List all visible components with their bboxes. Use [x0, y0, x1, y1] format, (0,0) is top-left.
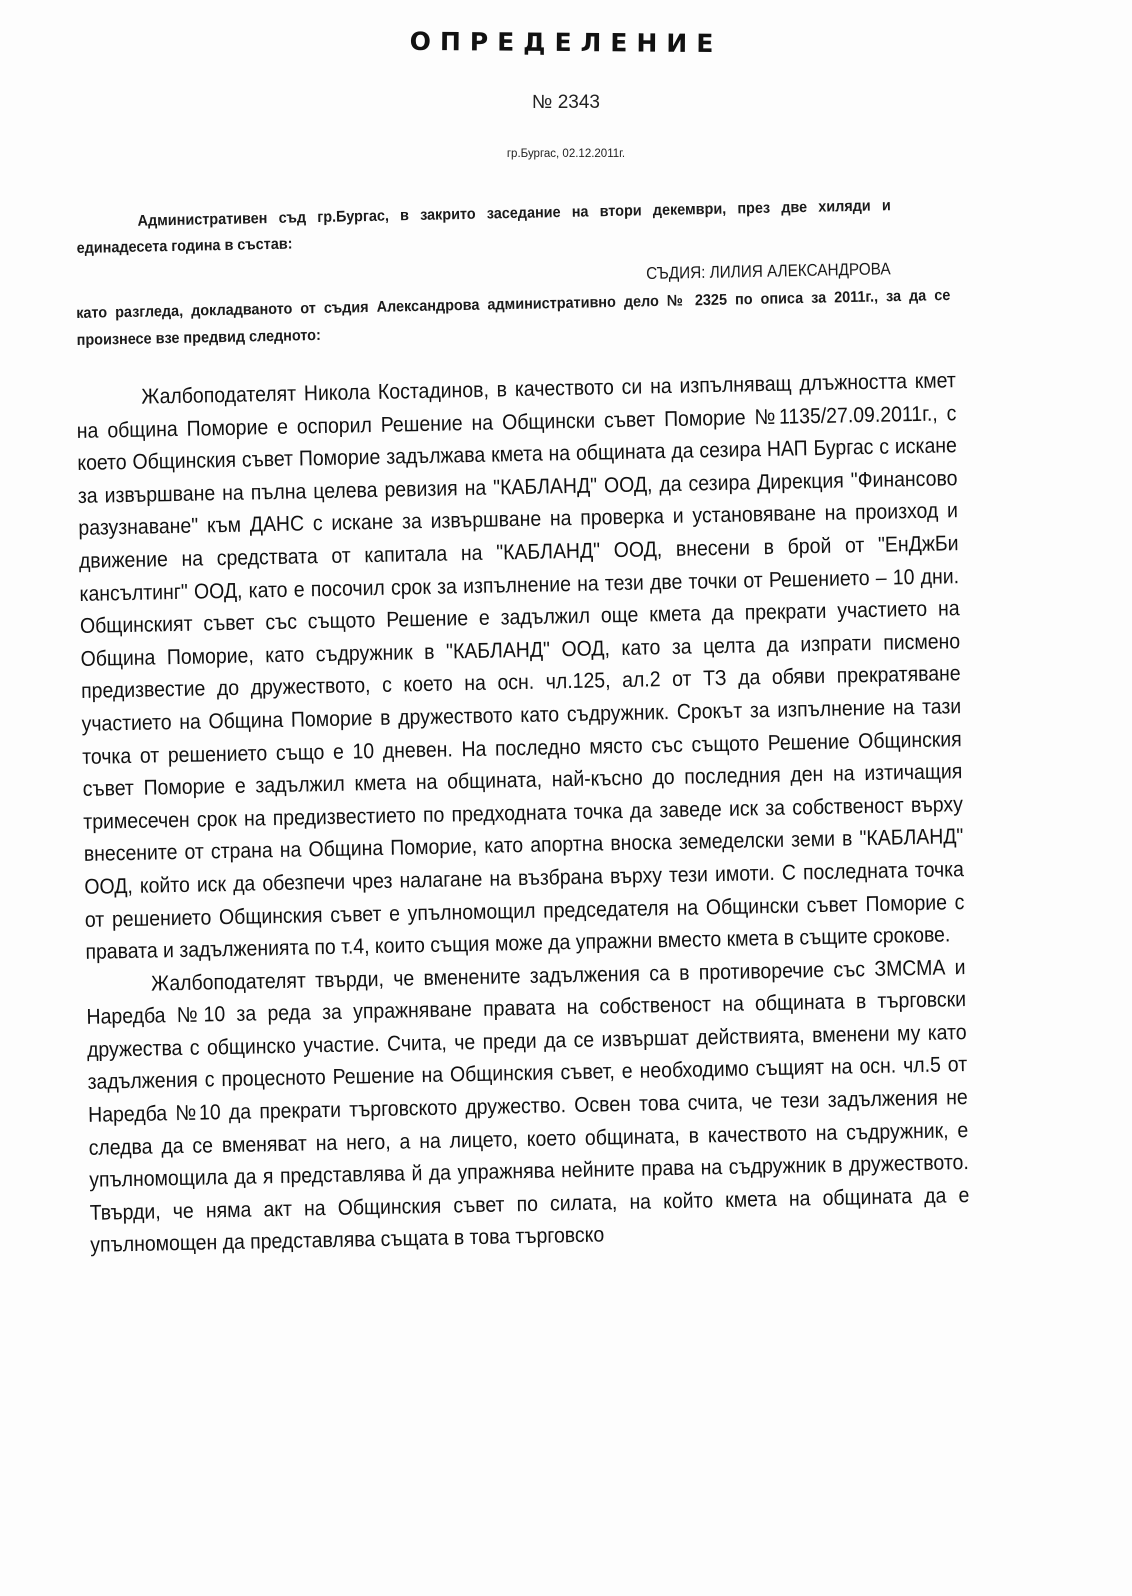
case-line: като разгледа, докладваното от съдия Александрова административно дело № 2325 по описа за 2011г., за да се произнесе взе предвид следното: — [76, 286, 951, 349]
document-body — [76, 364, 970, 1262]
court-intro: Административен съд гр.Бургас, в закрито заседание на втори декември, през две хиляди и единадесета година в състав: — [76, 197, 891, 257]
paragraph: Жалбоподателят Никола Костадинов, в качеството си на изпълняващ длъжността кмет на община Поморие е оспорил Решение на Общински съвет Поморие №1135/27.09.2011г., с което Общинския съвет Поморие задължава кмета на общината да сезира НАП Бургас с искане за извършване на пълна целева ревизия на "КАБЛАНД" ООД, да сезира Дирекция "Финансово разузнаване" към ДАНС с искане за извършване на проверка и установяване на произход и движение на средствата от капитала на "КАБЛАНД" ООД, внесени в брой от "ЕнДжБи кансълтинг" ООД, като е посочил срок за изпълнение на тези две точки от Решението – 10 дни. Общинският съвет със същото Решение е задължил още кмета да прекрати участието на Община Поморие, като съдружник в "КАБЛАНД" ООД, като за целта да изпрати писмено предизвестие до дружеството, с което на осн. чл.125, ал.2 от ТЗ да обяви прекратяване участието на Община Поморие в дружеството като съдружник. Срокът за изпълнение на тази точка от решението също е 10 дневен. На последно място със същото Решение Общинския съвет Поморие е задължил кмета на общината, най-късно до последния ден на изтичащия тримесечен срок на предизвестието по предходната точка да заведе иск за собственост върху внесените от страна на Община Поморие, като апортна вноска земеделски земи в "КАБЛАНД" ООД, който иск да обезпечи чрез налагане на възбрана върху тези имоти. С последната точка от решението Общинския съвет е упълномощил председателя на Общински съвет Поморие с правата и задълженията по т.4, които същия може да упражни вместо кмета в същите срокове. — [76, 368, 965, 964]
document-title: ОПРЕДЕЛЕНИЕ — [409, 26, 723, 59]
document-number: № 2343 — [532, 92, 600, 113]
place-and-date: гр.Бургас, 02.12.2011г. — [506, 148, 626, 160]
judge-line: СЪДИЯ: ЛИЛИЯ АЛЕКСАНДРОВА — [646, 259, 891, 283]
paragraph: Жалбоподателят твърди, че вменените задължения са в противоречие със ЗМСМА и Наредба №10 за реда за упражняване правата на собственост на общината в търговски дружества с общинско участие. Счита, че преди да се извършат действията, вменени му като задължения с процесното Решение на Общинския съвет, е необходимо същият на осн. чл.5 от Наредба №10 да прекрати търговското дружество. Освен това счита, че тези задължения не следва да се вменяват на него, а на лицето, което общината, в качеството на съдружник, е упълномощила да я представлява й да упражнява нейните права на съдружник в дружеството. Твърди, че няма акт на Общинския съвет по силата, на който кмета на общината да е упълномощен да представлява същата в това търговско — [86, 954, 970, 1258]
